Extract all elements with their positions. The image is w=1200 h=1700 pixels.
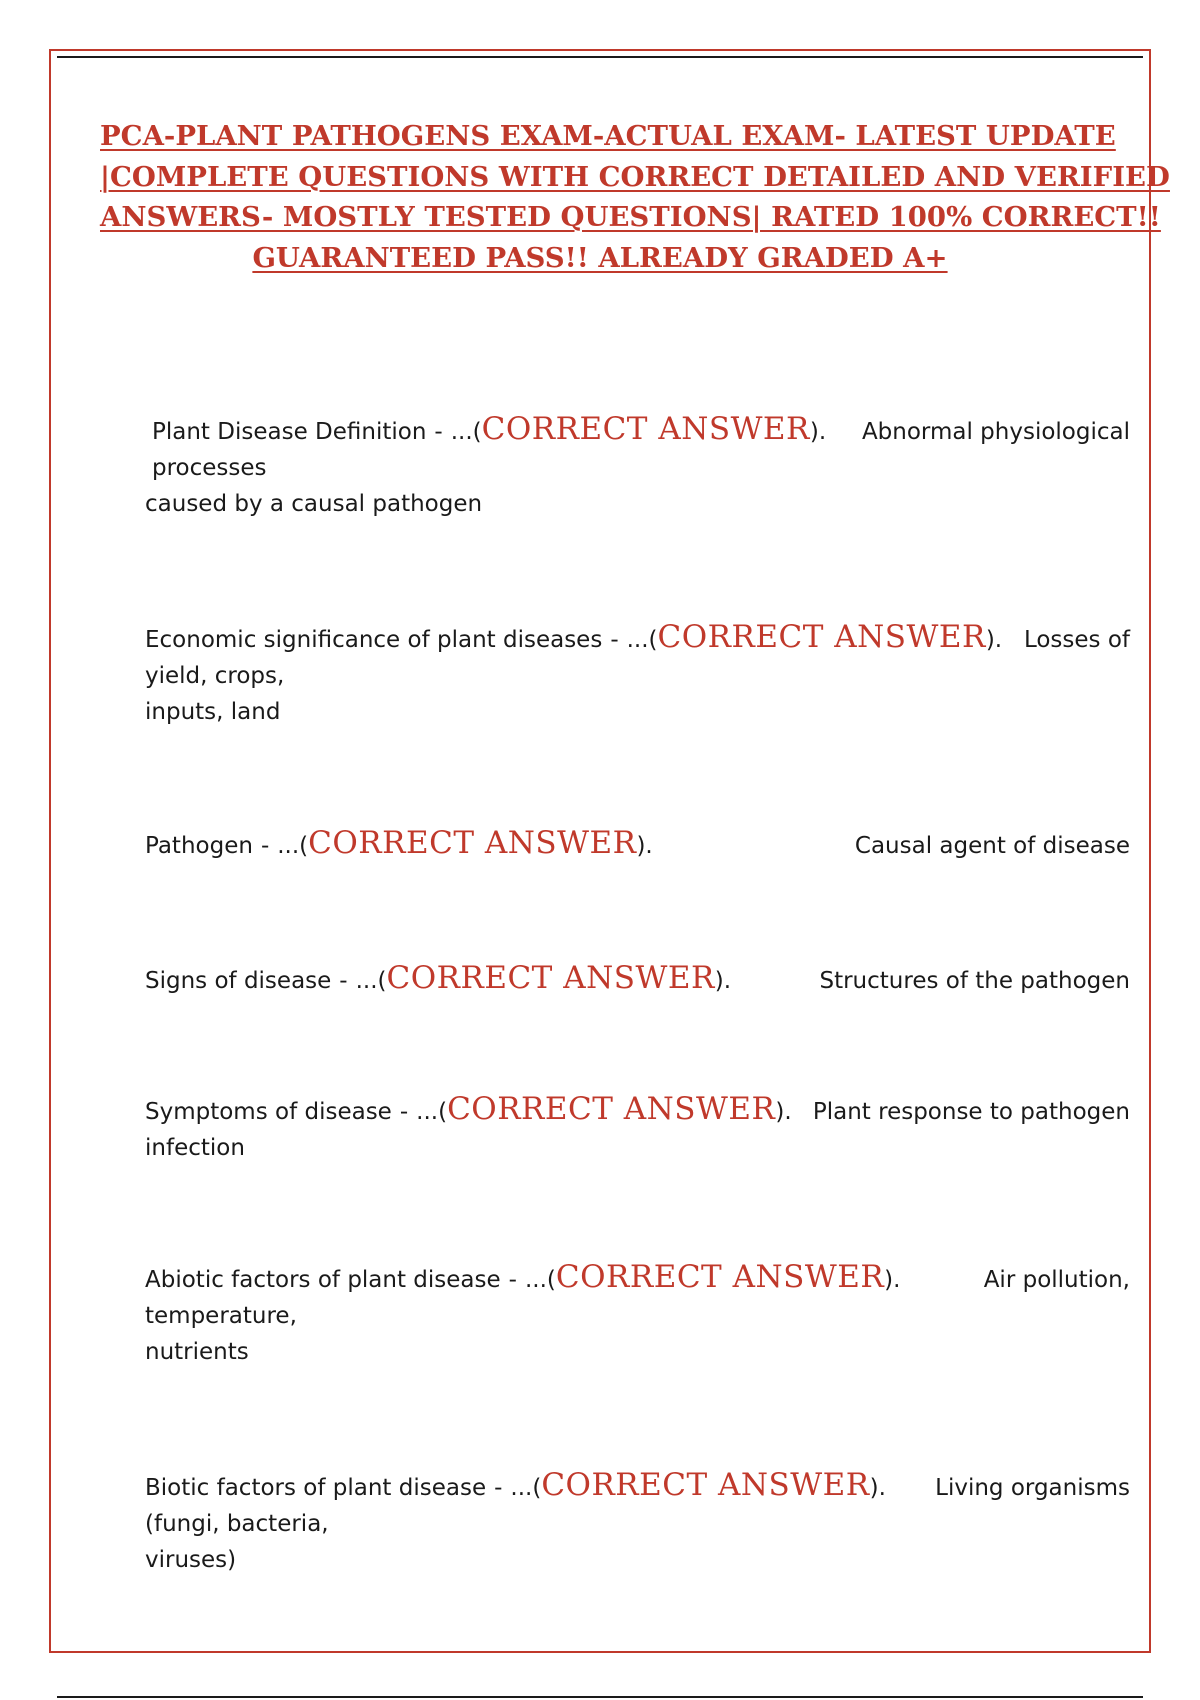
separator-dash: - (508, 1267, 517, 1293)
answer-continuation: infection (145, 1135, 245, 1161)
ellipsis-prefix: ...( (450, 419, 482, 445)
question-term: Economic significance of plant diseases (145, 627, 603, 653)
marker-suffix: ). (884, 1267, 901, 1293)
correct-answer-label: CORRECT ANSWER (481, 411, 810, 447)
answer-continuation: inputs, land (145, 699, 281, 725)
marker-suffix: ). (809, 419, 827, 445)
qa-item (145, 960, 1130, 999)
qa-item (145, 1467, 1130, 1578)
qa-first-line (145, 1259, 1130, 1298)
answer-text: Losses of (1023, 627, 1130, 653)
correct-answer-label: CORRECT ANSWER (308, 825, 637, 861)
ellipsis-prefix: ...( (416, 1099, 448, 1125)
separator-dash: - (610, 627, 619, 653)
answer-text: Structures of the pathogen (819, 968, 1130, 994)
question-term: Symptoms of disease (145, 1099, 392, 1125)
title-line: GUARANTEED PASS!! ALREADY GRADED A+ (252, 241, 948, 274)
answer-continuation: processes (152, 455, 267, 481)
question-term: Signs of disease (145, 968, 332, 994)
answer-continuation: viruses) (145, 1547, 237, 1573)
question-term: Plant Disease Definition (152, 419, 427, 445)
marker-suffix: ). (714, 968, 732, 994)
document-title (100, 116, 1170, 278)
correct-answer-label: CORRECT ANSWER (386, 960, 715, 996)
qa-item (145, 411, 1130, 522)
qa-first-line (145, 1091, 1130, 1130)
answer-text: Air pollution, (983, 1267, 1130, 1293)
qa-first-line (145, 960, 1130, 999)
marker-suffix: ). (869, 1475, 886, 1501)
marker-suffix: ). (636, 833, 653, 859)
qa-item (145, 1259, 1130, 1370)
qa-first-line (152, 411, 1130, 450)
top-rule (57, 56, 1143, 58)
qa-first-line (145, 619, 1130, 658)
question-term: Pathogen (145, 833, 253, 859)
ellipsis-prefix: ...( (355, 968, 387, 994)
separator-dash: - (260, 833, 270, 859)
answer-text: Causal agent of disease (854, 833, 1130, 859)
question-term: Biotic factors of plant disease (145, 1475, 487, 1501)
answer-text: Plant response to pathogen (812, 1099, 1130, 1125)
marker-suffix: ). (775, 1099, 792, 1125)
title-line: PCA-PLANT PATHOGENS EXAM-ACTUAL EXAM- LATEST UPDATE (100, 120, 1116, 152)
separator-dash: - (434, 419, 443, 445)
answer-text: Living organisms (935, 1475, 1130, 1501)
answer-continuation: temperature, (145, 1303, 297, 1329)
correct-answer-label: CORRECT ANSWER (657, 619, 986, 655)
qa-first-line (145, 825, 1130, 864)
title-line: ANSWERS- MOSTLY TESTED QUESTIONS| RATED 100% CORRECT!! (100, 201, 1161, 233)
ellipsis-prefix: ...( (626, 627, 658, 653)
qa-item (145, 1091, 1130, 1166)
answer-continuation: (fungi, bacteria, (145, 1511, 329, 1537)
qa-item (145, 619, 1130, 730)
question-term: Abiotic factors of plant disease (145, 1267, 501, 1293)
ellipsis-prefix: ...( (510, 1475, 542, 1501)
answer-text: Abnormal physiological (861, 419, 1130, 445)
separator-dash: - (339, 968, 348, 994)
correct-answer-label: CORRECT ANSWER (555, 1259, 885, 1295)
qa-first-line (145, 1467, 1130, 1506)
qa-item (145, 825, 1130, 864)
answer-continuation: yield, crops, (145, 663, 285, 689)
separator-dash: - (494, 1475, 503, 1501)
answer-continuation: nutrients (145, 1339, 249, 1365)
separator-dash: - (399, 1099, 409, 1125)
correct-answer-label: CORRECT ANSWER (541, 1467, 870, 1503)
correct-answer-label: CORRECT ANSWER (447, 1091, 776, 1127)
bottom-rule (57, 1696, 1143, 1698)
marker-suffix: ). (985, 627, 1003, 653)
ellipsis-prefix: ...( (277, 833, 309, 859)
ellipsis-prefix: ...( (524, 1267, 556, 1293)
title-line: |COMPLETE QUESTIONS WITH CORRECT DETAILED AND VERIFIED (100, 160, 1170, 193)
answer-continuation: caused by a causal pathogen (145, 491, 483, 517)
